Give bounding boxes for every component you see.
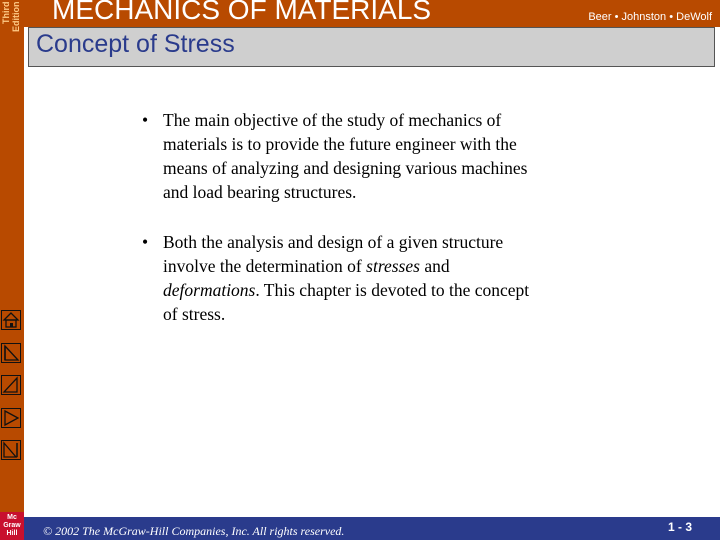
mcgraw-hill-logo — [0, 512, 24, 540]
bullet-item — [142, 108, 542, 204]
bullet-marker: • — [142, 110, 149, 130]
emphasis-deformations: deformations — [163, 280, 256, 300]
slide-title: Concept of Stress — [36, 30, 235, 58]
bullet-text-part: . This chapter is devoted to the concept of stress. — [163, 280, 530, 324]
logo-text: Mc Graw Hill — [3, 514, 21, 537]
last-slide-icon — [2, 441, 20, 459]
emphasis-stresses: stresses — [366, 256, 420, 276]
bullet-text-part: Both the analysis and design of a given structure involve the determination of — [163, 232, 504, 276]
first-slide-icon — [2, 344, 20, 362]
next-slide-icon — [2, 409, 20, 427]
course-title: MECHANICS OF MATERIALS — [52, 0, 432, 25]
left-sidebar — [0, 0, 24, 540]
home-button[interactable] — [1, 310, 21, 330]
next-slide-button[interactable] — [1, 408, 21, 428]
first-slide-button[interactable] — [1, 343, 21, 363]
footer-bar — [24, 517, 720, 540]
bullet-marker: • — [142, 232, 149, 252]
home-icon — [2, 311, 20, 329]
previous-slide-icon — [2, 376, 20, 394]
bullet-list — [142, 108, 542, 352]
last-slide-button[interactable] — [1, 440, 21, 460]
page-number: 1 - 3 — [667, 520, 692, 534]
authors: Beer • Johnston • DeWolf — [588, 11, 712, 23]
bullet-text-part: and — [419, 256, 450, 276]
bullet-text — [163, 232, 529, 324]
edition-label: Third Edition — [1, 2, 21, 33]
previous-slide-button[interactable] — [1, 375, 21, 395]
slide-title-box — [28, 27, 715, 67]
header-bar — [24, 0, 720, 27]
copyright-notice: © 2002 The McGraw-Hill Companies, Inc. All rights reserved. — [43, 524, 345, 538]
bullet-item — [142, 230, 542, 326]
bullet-text: The main objective of the study of mechanics of materials is to provide the future engineer with the means of analyzing and designing various machines and load bearing structures. — [163, 110, 528, 202]
